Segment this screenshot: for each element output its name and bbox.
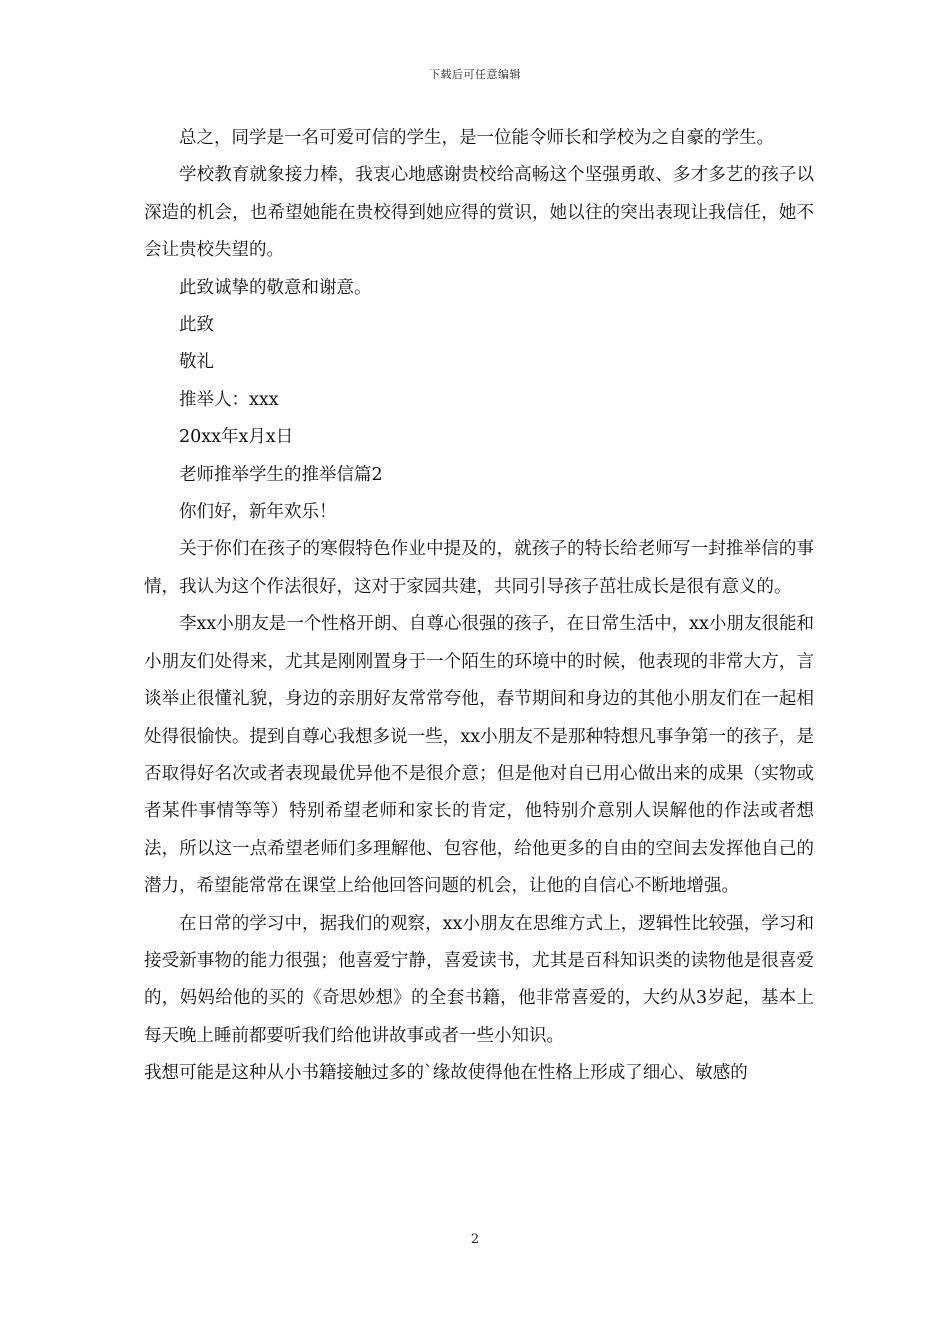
paragraph-regards: 此致诚挚的敬意和谢意。	[179, 277, 372, 298]
paragraph-intro: 关于你们在孩子的寒假特色作业中提及的，就孩子的特长给老师写一封推举信的事情，我认为这个作法很好，这对于家园共建，共同引导孩子茁壮成长是很有意义的。	[144, 539, 814, 597]
signature-recommender: 推举人：xxx	[179, 389, 279, 410]
closing-respect: 敬礼	[179, 352, 214, 373]
section-title: 老师推举学生的推举信篇2	[179, 464, 383, 485]
signature-date: 20xx年x月x日	[179, 427, 294, 448]
paragraph-conclusion: 总之，同学是一名可爱可信的学生，是一位能令师长和学校为之自豪的学生。	[179, 128, 774, 148]
page-header: 下载后可任意编辑	[429, 68, 521, 81]
document-body	[144, 120, 814, 1093]
greeting: 你们好，新年欢乐！	[179, 502, 337, 523]
page-number: 2	[470, 1232, 480, 1247]
paragraph-personality: 李xx小朋友是一个性格开朗、自尊心很强的孩子，在日常生活中，xx小朋友很能和小朋友们处得来，尤其是刚刚置身于一个陌生的环境中的时候，他表现的非常大方，言谈举止很懂礼貌，身边的亲朋好友常常夸他，春节期间和身边的其他小朋友们在一起相处得很愉快。提到自尊心我想多说一些，xx小朋友不是那种特想凡事争第一的孩子，是否取得好名次或者表现最优异他不是很介意；但是他对自已用心做出来的成果（实物或者某件事情等等）特别希望老师和家长的肯定，他特别介意别人误解他的作法或者想法，所以这一点希望老师们多理解他、包容他，给他更多的自由的空间去发挥他自己的潜力，希望能常常在课堂上给他回答问题的机会，让他的自信心不断地增强。	[144, 614, 814, 897]
paragraph-relay: 学校教育就象接力棒，我衷心地感谢贵校给高畅这个坚强勇敢、多才多艺的孩子以深造的机会，也希望她能在贵校得到她应得的赏识，她以往的突出表现让我信任，她不会让贵校失望的。	[144, 165, 814, 261]
closing-salutation: 此致	[179, 315, 214, 336]
paragraph-continuation: 我想可能是这种从小书籍接触过多的`缘故使得他在性格上形成了细心、敏感的	[144, 1063, 748, 1084]
paragraph-learning: 在日常的学习中，据我们的观察，xx小朋友在思维方式上，逻辑性比较强，学习和接受新事物的能力很强；他喜爱宁静，喜爱读书，尤其是百科知识类的读物他是很喜爱的，妈妈给他的买的《奇思妙想》的全套书籍，他非常喜爱的，大约从3岁起，基本上每天晚上睡前都要听我们给他讲故事或者一些小知识。	[144, 913, 814, 1046]
